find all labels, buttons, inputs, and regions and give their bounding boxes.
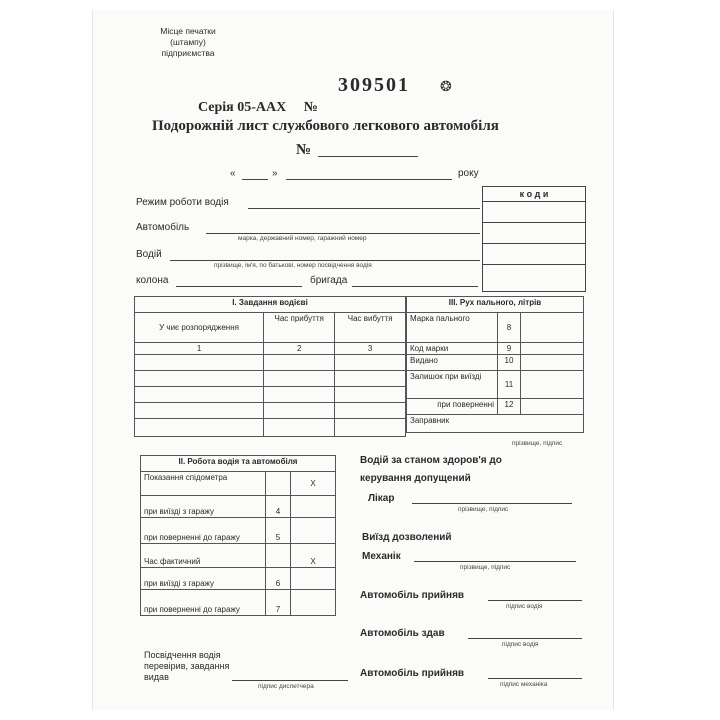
stamp-line-2: (штампу): [170, 37, 206, 47]
column-label: колона: [136, 275, 169, 286]
series-text: Серія 05-ААХ: [198, 100, 287, 115]
mechanic-sign-line[interactable]: [414, 561, 576, 562]
time-exit-value[interactable]: [291, 568, 336, 590]
section1-cell[interactable]: [335, 403, 406, 419]
doc-title: Подорожній лист службового легкового автомобіля: [152, 118, 499, 134]
section1-col3: Час вибуття: [335, 313, 406, 343]
section3-title: ІІІ. Рух пального, літрів: [407, 297, 584, 313]
codes-box: [482, 186, 586, 292]
health-label: Водій за станом здоров'я до керування допущений: [360, 455, 502, 484]
speedo-exit-value[interactable]: [291, 496, 336, 518]
fuel-row-label: Залишок при виїзді: [407, 371, 498, 399]
series-label: [198, 100, 318, 116]
section1-idx-2: 2: [264, 343, 335, 355]
doctor-hint: прізвище, підпис: [458, 506, 509, 513]
fuel-row-label: Код марки: [407, 343, 498, 355]
fuel-row-value[interactable]: [521, 343, 584, 355]
exit-allowed-label: Виїзд дозволений: [362, 532, 452, 543]
time-return-value[interactable]: [291, 590, 336, 616]
section1-cell[interactable]: [264, 403, 335, 419]
refueler-label: Заправник: [410, 416, 450, 425]
section1-cell[interactable]: [135, 403, 264, 419]
time-return-label: при поверненні до гаражу: [141, 590, 266, 616]
date-month-line[interactable]: [286, 179, 452, 180]
section2-title: ІІ. Робота водія та автомобіля: [141, 456, 336, 472]
time-exit-label: при виїзді з гаражу: [141, 568, 266, 590]
car-accepted2-line[interactable]: [488, 678, 582, 679]
car-handed-hint: підпис водія: [502, 641, 539, 648]
section1-idx-3: 3: [335, 343, 406, 355]
mechanic-hint: прізвище, підпис: [460, 564, 511, 571]
time-return-code: 7: [266, 590, 291, 616]
series-no-sign: №: [303, 100, 318, 115]
speedo-label: Показання спідометра: [141, 472, 266, 496]
code-cell-2[interactable]: [483, 223, 585, 244]
speedo-x: X: [291, 472, 336, 496]
car-accepted-label: Автомобіль прийняв: [360, 590, 465, 601]
section1-title: І. Завдання водієві: [135, 297, 406, 313]
work-mode-label: Режим роботи водія: [136, 197, 229, 208]
fuel-row-label: Марка пального: [407, 313, 498, 343]
serial-number: 309501: [338, 74, 410, 96]
speedo-exit-code: 4: [266, 496, 291, 518]
doctor-label: Лікар: [368, 493, 395, 504]
driver-hint: прізвище, ім'я, по батькові, номер посвідчення водія: [214, 262, 372, 269]
speedo-exit-label: при виїзді з гаражу: [141, 496, 266, 518]
section1-cell[interactable]: [135, 387, 264, 403]
section1-cell[interactable]: [335, 419, 406, 437]
code-cell-3[interactable]: [483, 244, 585, 265]
fuel-row-value[interactable]: [521, 355, 584, 371]
driver-label: Водій: [136, 249, 162, 260]
fuel-row-code: 11: [498, 371, 521, 399]
speedo-return-value[interactable]: [291, 518, 336, 544]
car-label: Автомобіль: [136, 222, 190, 233]
license-sign-line[interactable]: [232, 680, 348, 681]
date-day-line[interactable]: [242, 179, 268, 180]
section1-cell[interactable]: [264, 371, 335, 387]
section1-col2: Час прибуття: [264, 313, 335, 343]
car-accepted2-hint: підпис механіка: [500, 681, 548, 688]
date-quote-close: »: [272, 168, 278, 179]
actual-time-code: [266, 544, 291, 568]
doctor-sign-line[interactable]: [412, 503, 572, 504]
mechanic-label: Механік: [362, 551, 401, 562]
fuel-row-code: 8: [498, 313, 521, 343]
section1-cell[interactable]: [135, 355, 264, 371]
actual-time-x: X: [291, 544, 336, 568]
brigade-line[interactable]: [352, 286, 478, 287]
section1-idx-1: 1: [135, 343, 264, 355]
license-label: Посвідчення водія перевірив, завдання видав: [144, 650, 230, 682]
section1-cell[interactable]: [335, 355, 406, 371]
codes-header: к о д и: [483, 187, 585, 202]
section1-cell[interactable]: [264, 387, 335, 403]
section1-cell[interactable]: [335, 387, 406, 403]
car-handed-line[interactable]: [468, 638, 582, 639]
fuel-row-label: Видано: [407, 355, 498, 371]
stamp-line-3: підприємства: [161, 48, 215, 58]
brigade-label: бригада: [310, 275, 348, 286]
car-line[interactable]: [206, 233, 480, 234]
section2-table: [140, 455, 336, 616]
title-no-line[interactable]: [318, 156, 418, 157]
section1-cell[interactable]: [335, 371, 406, 387]
car-hint: марка, державний номер, гаражний номер: [238, 235, 367, 242]
fuel-row-code: 12: [498, 399, 521, 415]
car-accepted-hint: підпис водія: [506, 603, 543, 610]
fuel-row-value[interactable]: [521, 399, 584, 415]
driver-line[interactable]: [170, 260, 480, 261]
stamp-place: [148, 26, 228, 68]
refueler-cell[interactable]: [407, 415, 584, 433]
speedo-code: [266, 472, 291, 496]
car-accepted-line[interactable]: [488, 600, 582, 601]
stamp-line-1: Місце печатки: [160, 26, 216, 36]
actual-time-label: Час фактичний: [141, 544, 266, 568]
work-mode-line[interactable]: [248, 208, 480, 209]
title-no-sign: №: [296, 142, 312, 158]
section3-table: [406, 296, 584, 433]
date-year: року: [458, 168, 479, 179]
time-exit-code: 6: [266, 568, 291, 590]
car-handed-label: Автомобіль здав: [360, 628, 445, 639]
fuel-row-code: 10: [498, 355, 521, 371]
section1-col1: У чиє розпорядження: [135, 313, 264, 343]
fuel-row-value[interactable]: [521, 313, 584, 343]
fuel-row-value[interactable]: [521, 371, 584, 399]
section1-cell[interactable]: [135, 419, 264, 437]
code-cell-1[interactable]: [483, 202, 585, 223]
fuel-row-label: при поверненні: [407, 399, 498, 415]
date-quote-open: «: [230, 168, 236, 179]
speedo-return-code: 5: [266, 518, 291, 544]
section1-cell[interactable]: [135, 371, 264, 387]
car-accepted2-label: Автомобіль прийняв: [360, 668, 465, 679]
section1-cell[interactable]: [264, 355, 335, 371]
section1-table: [134, 296, 406, 437]
speedo-return-label: при поверненні до гаражу: [141, 518, 266, 544]
section1-cell[interactable]: [264, 419, 335, 437]
column-line[interactable]: [176, 286, 302, 287]
fuel-row-code: 9: [498, 343, 521, 355]
refueler-hint: прізвище, підпис: [512, 440, 563, 447]
decorative-star-icon: ❂: [440, 78, 452, 94]
license-hint: підпис диспетчера: [258, 683, 314, 690]
